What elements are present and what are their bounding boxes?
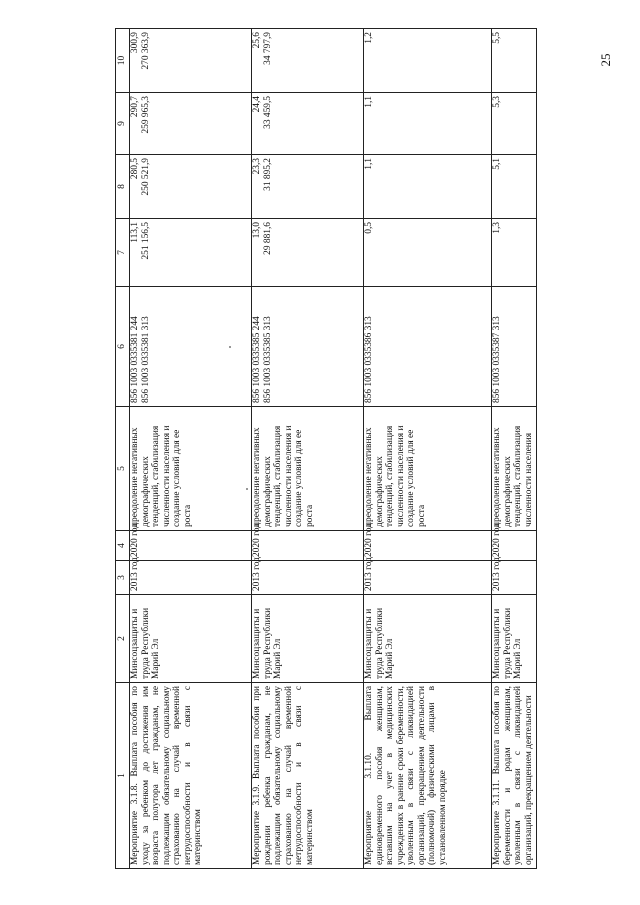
budget-code-cell: 856 1003 0335381 244 856 1003 0335381 313 (130, 287, 252, 407)
value-cell: 5,5 (492, 29, 537, 93)
column-header: 6 (116, 287, 130, 407)
column-header: 4 (116, 531, 130, 561)
measure-cell: Мероприятие 3.1.9. Выплата пособия при рождении ребенка гражданам, не подлежащим обязательному социальному страхованию на случай временной нетрудоспособности и в связи с материнством (252, 683, 364, 869)
end-year-cell: 2020 год (252, 531, 364, 561)
measure-cell: Мероприятие 3.1.11. Выплата пособия по беременности и родам женщинам, уволенным в связи с ликвидацией организаций, прекращением деятельности (492, 683, 537, 869)
measure-cell: Мероприятие 3.1.8. Выплата пособия по уходу за ребенком до достижения им возраста полутора лет гражданам, не подлежащим обязательному социальному страхованию на случай временной нетрудоспособности и в связи с материнством (130, 683, 252, 869)
start-year-cell: 2013 год (364, 561, 492, 595)
value-cell: 1,1 (364, 93, 492, 155)
column-header: 2 (116, 595, 130, 683)
result-cell: преодоление негативных демографических тенденций, стабилизация численности населения (492, 407, 537, 531)
column-header: 10 (116, 29, 130, 93)
value-cell: 1,1 (364, 155, 492, 219)
end-year-cell: 2020 год (130, 531, 252, 561)
table-header-row (116, 29, 130, 869)
column-header: 9 (116, 93, 130, 155)
value-cell: 0,5 (364, 219, 492, 287)
rotated-table-container (115, 29, 535, 869)
end-year-cell: 2020 год (364, 531, 492, 561)
table-row (364, 29, 492, 869)
value-cell: 5,3 (492, 93, 537, 155)
value-cell: 1,2 (364, 29, 492, 93)
column-header: 3 (116, 561, 130, 595)
column-header: 5 (116, 407, 130, 531)
value-cell: 25,6 34 797,9 (252, 29, 364, 93)
measure-cell: Мероприятие 3.1.10. Выплата единовременного пособия женщинам, вставшим на учет в медицинских учреждениях в ранние сроки беременности, уволенным в связи с ликвидацией организаций, прекращением деятельности (полномочий) физическими лицами в установленном порядке (364, 683, 492, 869)
start-year-cell: 2013 год (492, 561, 537, 595)
result-cell: преодоление негативных демографических тенденций, стабилизация численности населения и создание условий для ее роста (130, 407, 252, 531)
value-cell: 1,3 (492, 219, 537, 287)
executor-cell: Минсоцзащиты и труда Республики Марий Эл (492, 595, 537, 683)
value-cell: 5,1 (492, 155, 537, 219)
result-cell: преодоление негативных демографических тенденций, стабилизация численности населения и создание условий для ее роста (252, 407, 364, 531)
program-measures-table (115, 28, 537, 869)
value-cell: 24,4 33 459,5 (252, 93, 364, 155)
executor-cell: Минсоцзащиты и труда Республики Марий Эл (364, 595, 492, 683)
start-year-cell: 2013 год (130, 561, 252, 595)
executor-cell: Минсоцзащиты и труда Республики Марий Эл (130, 595, 252, 683)
executor-cell: Минсоцзащиты и труда Республики Марий Эл (252, 595, 364, 683)
start-year-cell: 2013 год (252, 561, 364, 595)
value-cell: 280,5 250 521,9 (130, 155, 252, 219)
budget-code-cell: 856 1003 0335387 313 (492, 287, 537, 407)
table-row (130, 29, 252, 869)
column-header: 8 (116, 155, 130, 219)
value-cell: 13,0 29 881,6 (252, 219, 364, 287)
column-header: 7 (116, 219, 130, 287)
result-cell: преодоление негативных демографических тенденций, стабилизация численности населения и создание условий для ее роста (364, 407, 492, 531)
column-header: 1 (116, 683, 130, 869)
value-cell: 290,7 259 965,3 (130, 93, 252, 155)
budget-code-cell: 856 1003 0335385 244 856 1003 0335385 313 (252, 287, 364, 407)
budget-code-cell: 856 1003 0335386 313 (364, 287, 492, 407)
value-cell: 113,1 251 156,5 (130, 219, 252, 287)
table-row (492, 29, 537, 869)
page-number: 25 (598, 53, 613, 67)
value-cell: 23,3 31 895,2 (252, 155, 364, 219)
end-year-cell: 2020 год (492, 531, 537, 561)
value-cell: 300,9 270 363,9 (130, 29, 252, 93)
table-row (252, 29, 364, 869)
